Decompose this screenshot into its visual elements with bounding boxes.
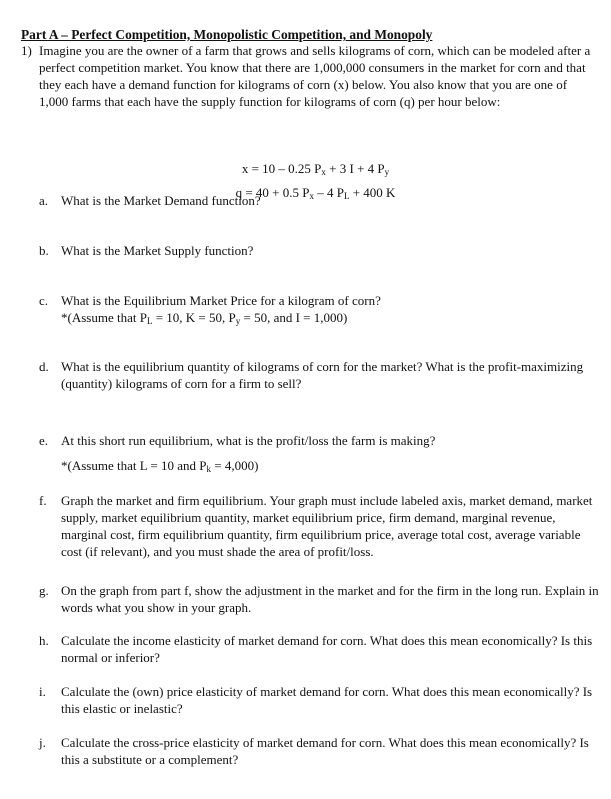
question-j: j. Calculate the cross-price elasticity of market demand for corn. What does this mean economically? Is this a substitute or a complement? — [39, 735, 589, 767]
question-c-assumption: *(Assume that $P_L = 10$, K = 50, $P_y = 50$, and I = 1,000) — [61, 310, 348, 326]
problem-intro-text: Imagine you are the owner of a farm that grows and sells kilograms of corn, which can be modeled after a perfect competition market. You know that there are 1,000,000 consumers in the market for corn and that they each have a demand function for kilograms of corn (x) below. You also know that you are one of 1,000 farms that each have the supply function for kilograms of corn (q) per hour below: — [39, 43, 591, 109]
question-h: h. Calculate the income elasticity of market demand for corn. What does this mean economically? Is this normal or inferior? — [39, 633, 593, 665]
question-f: f. Graph the market and firm equilibrium. Your graph must include labeled axis, market demand, market supply, market equilibrium quantity, market equilibrium price, firm demand, marginal revenue, marginal cost, firm equilibrium quantity, firm equilibrium price, average total cost, average variable cost (if relevant), and you must shade the area of profit/loss. — [39, 493, 593, 559]
question-i: i. Calculate the (own) price elasticity of market demand for corn. What does this mean economically? Is this elastic or inelastic? — [39, 684, 593, 716]
question-b: b. What is the Market Supply function? — [39, 243, 254, 258]
section-heading: Part A – Perfect Competition, Monopolistic Competition, and Monopoly — [21, 27, 433, 42]
demand-equation: x = 10 – 0.25 $P_x + 3$ I + 4 $P_y$ — [241, 161, 390, 177]
problem-number: 1) — [21, 43, 32, 58]
supply-equation: q = 40 + 0.5 $P_x - 4$ $P_L + 400$ K — [235, 185, 396, 201]
question-a: a. What is the Market Demand function? — [39, 193, 261, 208]
problem-intro — [21, 42, 596, 110]
question-c: c. What is the Equilibrium Market Price for a kilogram of corn? *(Assume that $P_L = 10$, K = 50, $P_y = 50$, and I = 1,000) — [39, 292, 599, 326]
question-d: d. What is the equilibrium quantity of kilograms of corn for the market? What is the profit-maximizing (quantity) kilograms of corn for a firm to sell? — [39, 359, 584, 391]
question-e-assumption: *(Assume that L = 10 and $P_k = 4,000$) — [61, 458, 259, 474]
question-e: e. At this short run equilibrium, what is the profit/loss the farm is making? *(Assume that L = 10 and $P_k = 4,000$) — [39, 432, 599, 474]
question-g: g. On the graph from part f, show the adjustment in the market and for the firm in the long run. Explain in words what you show in your graph. — [39, 583, 599, 615]
